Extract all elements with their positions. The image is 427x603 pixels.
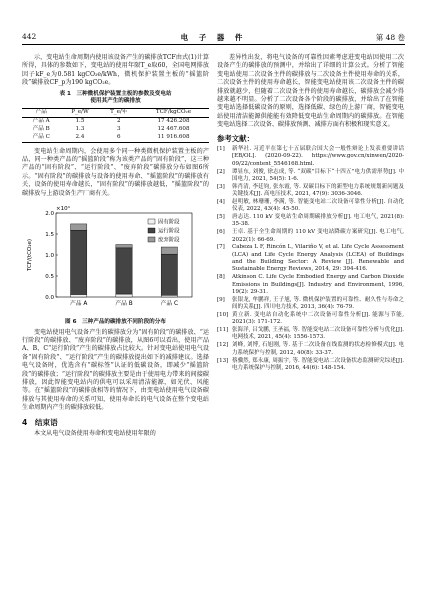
bar-segment: [161, 254, 177, 295]
table-cell: 6: [116, 134, 121, 141]
y-axis-label: TCF/(tCO₂e): [27, 239, 33, 272]
table-cell: 12 467.608: [157, 126, 190, 133]
legend-label: 固有阶段: [158, 219, 180, 226]
reference-text: Atkinson C. Life Cycle Embodied Energy and Carbon Dioxide Emissions in Buildings[J]. Industry and Environment, 1996, 19(2): 29-31.: [232, 274, 404, 295]
table-header-cell: P_e/W: [71, 109, 89, 116]
bar-segment: [116, 248, 132, 294]
y-tick-label: 1.0: [45, 253, 54, 260]
reference-number: [4]: [217, 198, 225, 205]
reference-number: [3]: [217, 183, 225, 190]
table-row: [22, 134, 209, 143]
table-header-cell: 产品: [35, 109, 47, 116]
legend-swatch: [148, 228, 155, 233]
reference-item: [217, 184, 404, 199]
reference-item: [217, 214, 404, 229]
table-cell: 1.3: [75, 126, 85, 133]
reference-item: [217, 199, 404, 214]
bar-segment: [71, 224, 87, 230]
reference-number: [11]: [217, 327, 229, 334]
legend-swatch: [148, 237, 155, 242]
y-tick-label: 1.5: [45, 232, 54, 239]
reference-text: 张银龙, 牟鹏祥, 王子旭, 等. 微机保护装置的可靠性、耐久性与寿命之间的关系[J]. 四川电力技术, 2013, 36(4): 76-79.: [232, 296, 404, 311]
figure-caption: 图 6 三种产品的碳排放不同阶段的分布: [65, 319, 166, 326]
x-tick-label: 产品 C: [160, 301, 179, 308]
legend-swatch: [148, 219, 155, 224]
reference-text: 张海洋, 吕戈鹏, 王圣福, 等. 智能变电站二次设备可靠性分析与优化[J]. 电网技术, 2021, 45(4): 1556-1573.: [232, 327, 404, 341]
reference-text: 新华社. 习近平在第七十五届联合国大会一般性辩论上发表重要讲话[EB/OL]. (2020-09-22). https://www.gov.cn/xinwen/2020-09/22/content_5546168.html.: [232, 146, 404, 167]
y-tick-label: 0.0: [45, 295, 54, 302]
page-number: 442: [22, 32, 37, 41]
reference-text: Cabeza L F, Rincón L, Vilariño V, et al. Life Cycle Assessment (LCA) and Life Cycle Energy Analysis (LCEA) of Buildings and the Building Sector: A Review [J]. Renewable and Sustainable Energy Reviews, 2014, 29: 394-416.: [232, 244, 404, 273]
reference-number: [10]: [217, 311, 229, 318]
paragraph-parameters: 示，变电站生命周期内使用该设备产生的碳排放TCF由式(1)计算所得，具体的参数如下，变电站的使用年限T_e取60，全国电网排放因子kF_e为0.581 kgCO₂e/kWh，微机保护装置主板的“摇篮阶段”碳排放CF_p为190 kgCO₂e。: [22, 54, 209, 87]
table-caption-line-2: 使用其产生的碳排放: [90, 98, 141, 105]
reference-number: [6]: [217, 229, 225, 236]
y-multiplier-label: ×10⁴: [56, 206, 70, 213]
bar-segment: [71, 230, 87, 294]
x-tick-label: 产品 A: [69, 301, 88, 308]
table-row: [22, 126, 209, 134]
table-cell: 1.5: [75, 118, 85, 125]
legend-label: 运行阶段: [158, 228, 180, 235]
reference-number: [2]: [217, 168, 225, 175]
page-header: [22, 30, 405, 45]
reference-text: 蔡骥然, 郑永康, 周振宇, 等. 智能变电站二次设备状态监测研究综述[J]. 电力系统保护与控制, 2016, 44(6): 148-154.: [232, 357, 404, 371]
paragraph-conclusion: 本文从电气设备使用寿命和变电站使用年限的: [34, 430, 156, 438]
reference-item: [217, 274, 404, 296]
table-cell: 产品 C: [32, 134, 50, 141]
reference-item: [217, 327, 404, 342]
reference-text: 赵明敏, 林珊珊, 李满, 等. 智能变电站二次设备可靠性分析[J]. 自动化仪表, 2022, 43(4): 45-50.: [232, 198, 404, 213]
bar-segment: [116, 245, 132, 248]
table-cell: 产品 A: [32, 118, 50, 125]
table-caption-line-1: 表 1 三种微机保护装置主板的参数及变电站: [59, 90, 172, 97]
reference-item: [217, 169, 404, 184]
reference-item: [217, 358, 404, 373]
reference-text: 韩肖清, 李廷钧, 张东霞, 等. 双碳目标下的新型电力系统规划新问题及关键技术[J]. 高电压技术, 2021, 47(9): 3036-3046.: [232, 183, 404, 198]
reference-number: [9]: [217, 296, 225, 303]
reference-list: [217, 146, 404, 372]
paragraph-conclusion-cont: 差异性出发，将电气设备的可靠性因素考虑进变电站因使用二次设备产生的碳排放的预测中，并给出了详细的计算公式。分析了智能变电站使用二次设备主件的碳排放与二次设备主件使用寿命的关系，二次设备主件的使用寿命越长，智能变电站使用该二次设备主件的碳排放就越少，但随着二次设备主件的使用寿命越长，碳排放会减少得越来越不明显。分析了二次设备各个阶段的碳排放，并给出了在智能变电站选择低碳设备的原则，选择低碳、绿色的上游厂商，智能变电站使用清洁能源供能能有效降低变电站生命周期内的碳排放。在智能变电站选择二次设备、碳排放预测、减排方面有积极和现实意义。: [217, 54, 404, 129]
volume-label: 第 48 卷: [375, 33, 405, 42]
bar-segment: [71, 295, 87, 298]
reference-number: [12]: [217, 342, 229, 349]
reference-number: [8]: [217, 274, 225, 281]
reference-text: 谭显东, 刘俊, 徐志成, 等. “双碳”目标下“十四五”电力供需形势[J]. 中国电力, 2021, 54(5): 1-6.: [232, 168, 404, 182]
reference-item: [217, 297, 404, 312]
paragraph-reduction: 变电站使用电气设备产生的碳排放分为“固有阶段”的碳排放、“运行阶段”的碳排放、“废弃阶段”的碳排放，从图6可以看出，使用产品A、B、C“运行阶段”产生的碳排放占比较大。针对变电站使用电气设备“固有阶段”、“运行阶段”产生的碳排放提出如下的减排建议。选择电气设备时，优选含有“碳标签”认证的低碳设备，即减少“摇篮阶段”的碳排放；“运行阶段”的碳排放主要是由于使用电力带来的间接碳排放，因此智能变电站内的供电可以采用清洁能源，如光伏、风能等。在“摇篮阶段”的碳排放相等的情况下，由变电站使用电气设备碳排放与其使用寿命的关系可知，使用寿命长的电气设备在整个变电站生命周期内产生的碳排放较低。: [22, 328, 209, 412]
table-row: [22, 117, 209, 126]
stacked-bar-chart: [22, 201, 209, 316]
table-cell: 11 916.608: [157, 134, 190, 141]
section-title: 4 结束语: [22, 417, 58, 427]
reference-item: [217, 342, 404, 357]
table-caption: [22, 91, 209, 106]
bar-segment: [161, 247, 177, 254]
journal-title: 电 子 器 件: [180, 33, 247, 42]
table-cell: 2: [116, 118, 121, 125]
table-cell: 2.4: [75, 134, 85, 141]
table-header-cell: T_e/年: [110, 109, 128, 116]
reference-number: [5]: [217, 214, 225, 221]
bar-segment: [161, 295, 177, 297]
bar-segment: [116, 294, 132, 297]
reference-item: [217, 244, 404, 273]
reference-number: [7]: [217, 244, 225, 251]
right-column: [217, 54, 404, 373]
reference-number: [13]: [217, 357, 229, 364]
y-tick-label: 0.5: [45, 274, 54, 281]
reference-text: 刘峰, 刘博, 石旭刚, 等. 基于二次设备在线监测的状态检修模式[J]. 电力系统保护与控制, 2012, 40(8): 33-37.: [232, 342, 404, 356]
table-cell: 产品 B: [32, 126, 50, 133]
reference-item: [217, 229, 404, 244]
table-header-cell: TCF/kgCO₂e: [155, 109, 192, 116]
paragraph-lifecycle: 变电站生命周期内，会使用多个同一种类微机保护装置主板的产品，同一种类产品的“摇篮阶段”称为该类产品的“固有阶段”，这三种产品的“固有阶段”、“运行阶段”、“废弃阶段”碳排放分布如图6所示。“固有阶段”的碳排放与设备的使用寿命、“摇篮阶段”的碳排放有关，设备的使用寿命越长，“固有阶段”的碳排放越低，“摇篮阶段”的碳排放与上游设备生产厂商有关。: [22, 147, 209, 197]
table-cell: 17 426.208: [157, 118, 190, 125]
table-cell: 3: [116, 126, 121, 133]
left-column: [22, 54, 209, 439]
y-tick-label: 2.0: [45, 211, 54, 218]
reference-text: 唐志达. 110 kV 变电站生命周期碳排放分析[J]. 电工电气, 2021(8): 35-38.: [232, 214, 404, 228]
parameter-table: [22, 108, 209, 143]
legend-label: 废弃阶段: [158, 237, 180, 244]
references-title: 参考文献：: [217, 133, 254, 143]
reference-text: 王卓. 基于全生命周期的 110 kV 变电站降碳方案研究[J]. 电工电气, 2022(1): 66-69.: [232, 229, 404, 243]
reference-text: 黄立新. 变电站自动化系统中二次设备可靠性分析[J]. 能源与节能, 2021(3): 171-172.: [232, 311, 404, 326]
table-header-row: [22, 108, 209, 117]
reference-item: [217, 146, 404, 168]
reference-item: [217, 312, 404, 327]
x-tick-label: 产品 B: [115, 301, 133, 308]
chart-svg: [22, 201, 209, 316]
reference-number: [1]: [217, 146, 225, 153]
